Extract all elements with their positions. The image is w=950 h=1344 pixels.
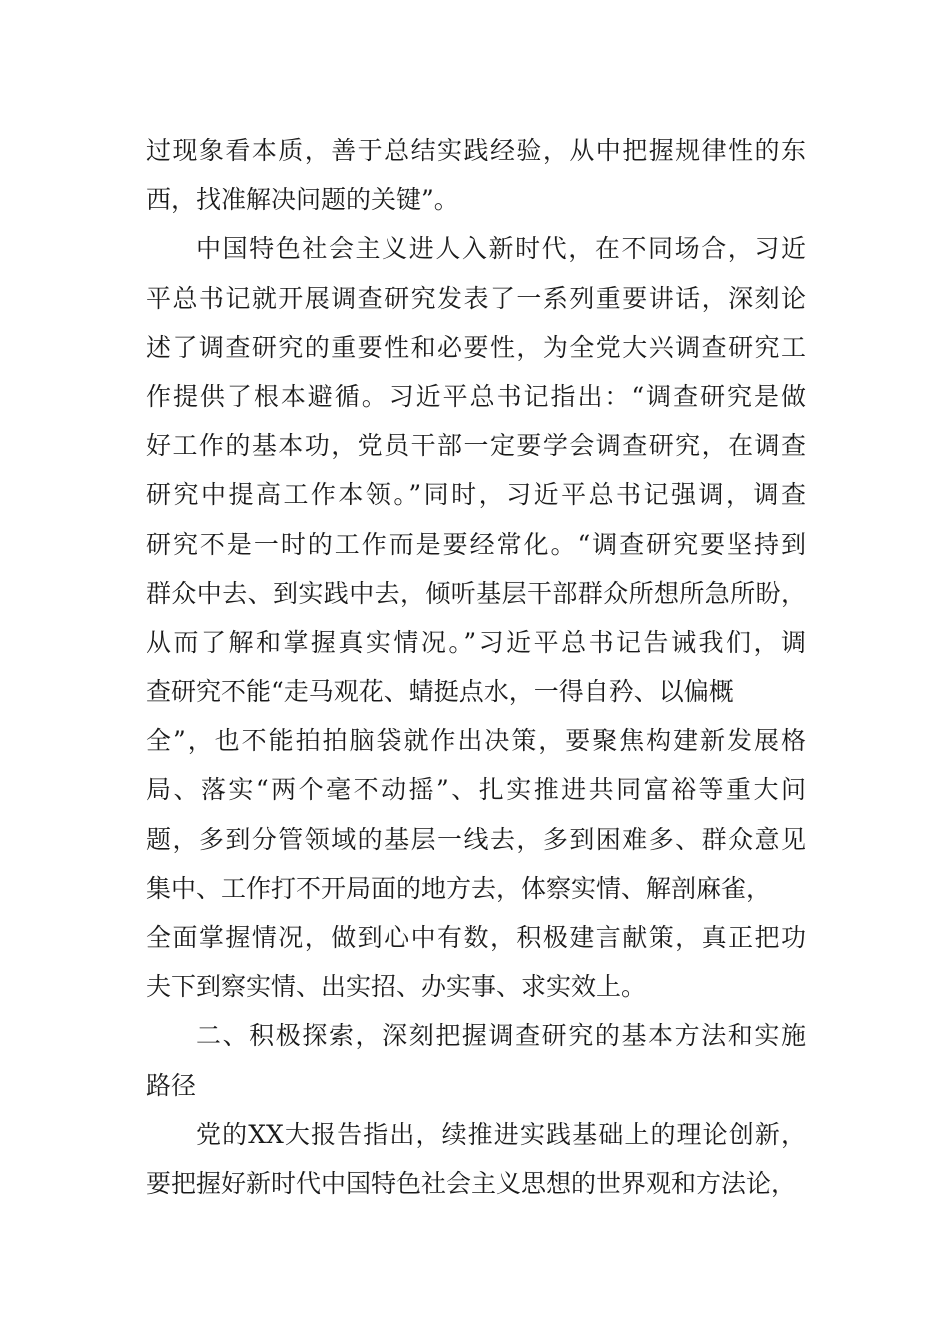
paragraph-line: 全面掌握情况，做到心中有数，积极建言献策，真正把功 (146, 923, 806, 952)
section-heading-line: 路径 (146, 1070, 197, 1100)
paragraph-line: 查研究不能“走马观花、蜻挺点水，一得自矜、以偏概 (146, 677, 734, 707)
paragraph-line: 研究不是一时的工作而是要经常化。“调查研究要坚持到 (146, 529, 806, 559)
document-body (146, 126, 806, 1208)
paragraph-line: 中国特色社会主义进人入新时代，在不同场合，习近 (196, 234, 806, 264)
paragraph-line: 群众中去、到实践中去，倾听基层干部群众所想所急所盼， (146, 578, 806, 608)
paragraph-line: 局、落实“两个毫不动摇”、扎实推进共同富裕等重大问 (146, 775, 806, 805)
paragraph-line: 从而了解和掌握真实情况。”习近平总书记告诫我们，调 (146, 627, 806, 657)
paragraph-line: 题，多到分管领域的基层一线去，多到困难多、群众意见 (146, 824, 806, 854)
paragraph-line: 集中、工作打不开局面的地方去，体察实情、解剖麻雀， (146, 873, 772, 903)
paragraph-line: 述了调查研究的重要性和必要性，为全党大兴调查研究工 (146, 332, 806, 362)
paragraph-line: 作提供了根本避循。习近平总书记指出：“调查研究是做 (146, 381, 806, 411)
paragraph-line: 要把握好新时代中国特色社会主义思想的世界观和方法论， (146, 1168, 797, 1198)
paragraph-line: 过现象看本质，善于总结实践经验，从中把握规律性的东 (146, 136, 806, 165)
paragraph-line: 研究中提高工作本领。”同时，习近平总书记强调，调查 (146, 480, 806, 510)
paragraph-line: 西，找准解决问题的关键”。 (146, 185, 459, 215)
paragraph-line: 好工作的基本功，党员干部一定要学会调查研究，在调查 (146, 431, 806, 461)
paragraph-line: 平总书记就开展调查研究发表了一系列重要讲话，深刻论 (146, 283, 806, 313)
paragraph-line: 全”，也不能拍拍脑袋就作出决策，要聚焦构建新发展格 (146, 726, 806, 756)
paragraph-line: 党的XX大报告指出，续推进实践基础上的理论创新， (196, 1119, 806, 1149)
section-heading-line: 二、积极探索，深刻把握调查研究的基本方法和实施 (196, 1021, 806, 1051)
paragraph-line: 夫下到察实情、出实招、办实事、求实效上。 (146, 972, 647, 1002)
